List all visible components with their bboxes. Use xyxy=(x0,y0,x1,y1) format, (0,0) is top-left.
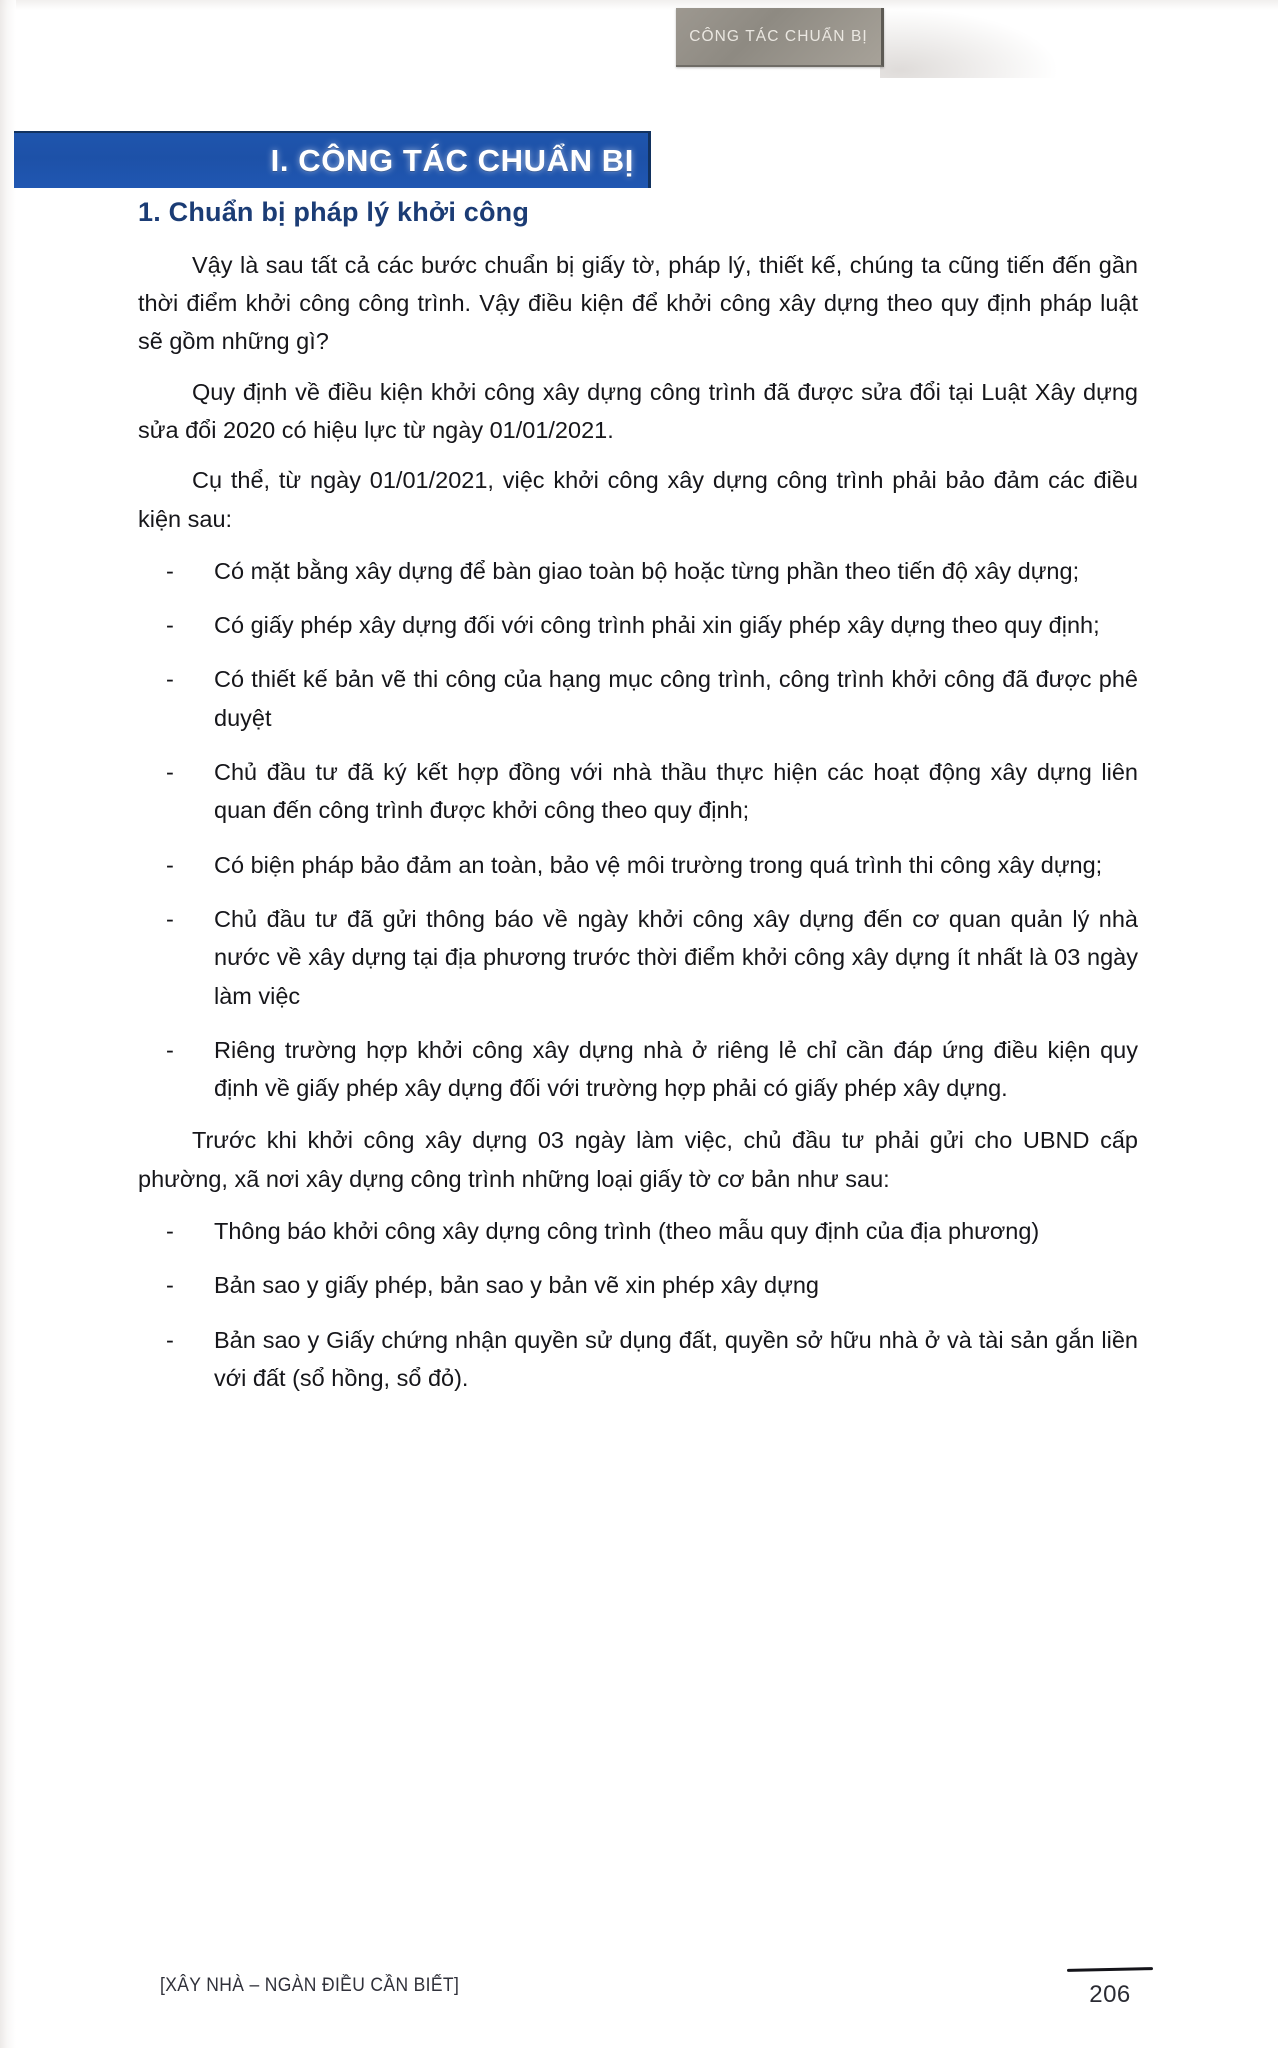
bullet-dash-icon: - xyxy=(166,1326,174,1353)
list-item-text: Riêng trường hợp khởi công xây dựng nhà ở riêng lẻ chỉ cần đáp ứng điều kiện quy định về giấy phép xây dựng đối với trường hợp phải có giấy phép xây dựng. xyxy=(214,1036,1138,1102)
conditions-list xyxy=(138,552,1138,1108)
page-corner-shadow xyxy=(880,0,1080,78)
bullet-dash-icon: - xyxy=(166,557,174,584)
bullet-dash-icon: - xyxy=(166,1217,174,1244)
page-content xyxy=(138,196,1138,1411)
list-item xyxy=(138,1031,1138,1108)
list-item xyxy=(138,846,1138,884)
list-item-text: Chủ đầu tư đã ký kết hợp đồng với nhà thầu thực hiện các hoạt động xây dựng liên quan đến công trình được khởi công theo quy định; xyxy=(214,759,1138,824)
list-item-text: Có mặt bằng xây dựng để bàn giao toàn bộ hoặc từng phần theo tiến độ xây dựng; xyxy=(214,557,1080,584)
running-head-label: CÔNG TÁC CHUẨN BỊ xyxy=(689,27,868,45)
list-item-text: Có thiết kế bản vẽ thi công của hạng mục công trình, công trình khởi công đã được phê duyệt xyxy=(214,666,1138,731)
list-item xyxy=(138,900,1138,1015)
list-item-text: Bản sao y Giấy chứng nhận quyền sử dụng đất, quyền sở hữu nhà ở và tài sản gắn liền với đất (sổ hồng, sổ đỏ). xyxy=(214,1326,1138,1391)
folio-rule xyxy=(1067,1967,1153,1972)
bullet-dash-icon: - xyxy=(166,612,174,639)
list-item xyxy=(138,1212,1138,1250)
section-banner-title: I. CÔNG TÁC CHUẨN BỊ xyxy=(270,142,634,178)
list-item-text: Có biện pháp bảo đảm an toàn, bảo vệ môi trường trong quá trình thi công xây dựng; xyxy=(214,851,1103,878)
bullet-dash-icon: - xyxy=(166,666,174,693)
list-item xyxy=(138,1266,1138,1304)
list-item-text: Chủ đầu tư đã gửi thông báo về ngày khởi công xây dựng đến cơ quan quản lý nhà nước về xây dựng tại địa phương trước thời điểm khởi công xây dựng ít nhất là 03 ngày làm việc xyxy=(214,905,1138,1009)
list-item xyxy=(138,1321,1138,1398)
section-banner xyxy=(14,131,651,188)
list-item-text: Bản sao y giấy phép, bản sao y bản vẽ xin phép xây dựng xyxy=(214,1272,819,1299)
list-item xyxy=(138,606,1138,644)
paragraph-conditions-lead: Cụ thể, từ ngày 01/01/2021, việc khởi công xây dựng công trình phải bảo đảm các điều kiện sau: xyxy=(138,467,1138,532)
bullet-dash-icon: - xyxy=(166,905,174,932)
list-item xyxy=(138,552,1138,590)
documents-list xyxy=(138,1212,1138,1397)
running-head-tab xyxy=(676,8,884,67)
paragraph-documents-lead: Trước khi khởi công xây dựng 03 ngày làm việc, chủ đầu tư phải gửi cho UBND cấp phường, xã nơi xây dựng công trình những loại giấy tờ cơ bản như sau: xyxy=(138,1127,1138,1192)
page-left-shading xyxy=(0,0,16,2048)
paragraph-regulation: Quy định về điều kiện khởi công xây dựng công trình đã được sửa đổi tại Luật Xây dựng sửa đổi 2020 có hiệu lực từ ngày 01/01/2021. xyxy=(138,378,1138,443)
list-item xyxy=(138,753,1138,830)
subsection-heading: 1. Chuẩn bị pháp lý khởi công xyxy=(138,197,530,227)
footer-book-title: [XÂY NHÀ – NGÀN ĐIỀU CẦN BIẾT] xyxy=(160,1975,460,1996)
bullet-dash-icon: - xyxy=(166,1036,174,1063)
page-number: 206 xyxy=(1089,1981,1131,2008)
page-top-shading xyxy=(0,0,1278,10)
list-item xyxy=(138,660,1138,737)
bullet-dash-icon: - xyxy=(166,1272,174,1299)
paragraph-intro: Vậy là sau tất cả các bước chuẩn bị giấy tờ, pháp lý, thiết kế, chúng ta cũng tiến đến gần thời điểm khởi công công trình. Vậy điều kiện để khởi công xây dựng theo quy định pháp luật sẽ gồm những gì? xyxy=(138,251,1138,355)
list-item-text: Có giấy phép xây dựng đối với công trình phải xin giấy phép xây dựng theo quy định; xyxy=(214,612,1100,639)
page-folio xyxy=(1050,1968,1170,2009)
list-item-text: Thông báo khởi công xây dựng công trình (theo mẫu quy định của địa phương) xyxy=(214,1217,1040,1244)
bullet-dash-icon: - xyxy=(166,759,174,786)
bullet-dash-icon: - xyxy=(166,851,174,878)
